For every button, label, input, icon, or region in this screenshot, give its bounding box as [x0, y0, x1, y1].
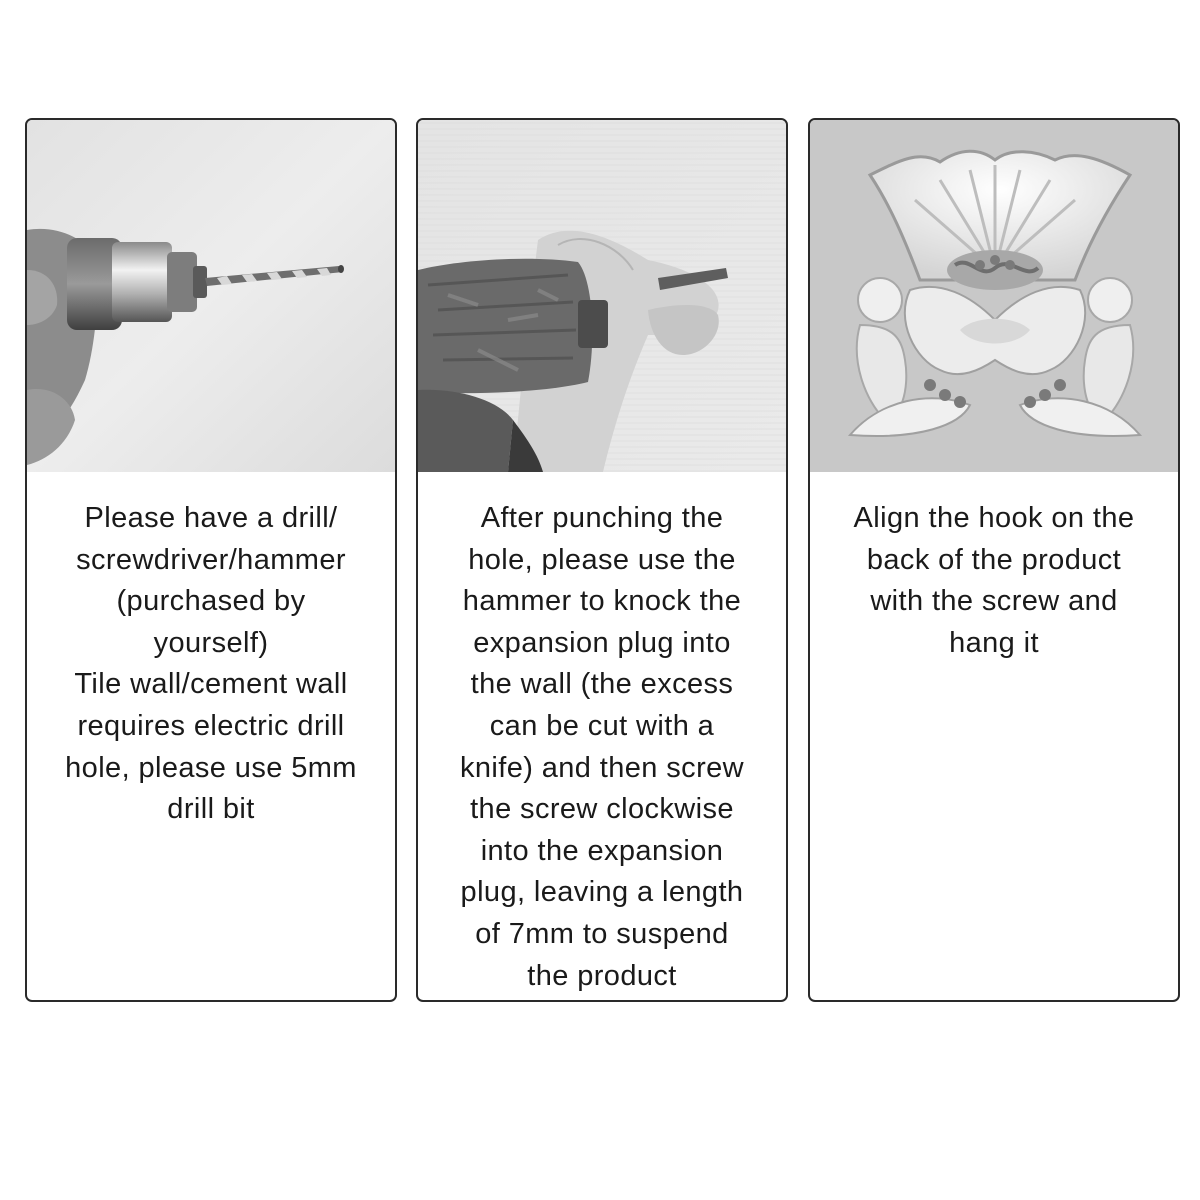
- caption-line: (purchased by: [116, 585, 306, 618]
- caption-line: expansion plug into: [473, 626, 731, 659]
- caption-line: hole, please use 5mm: [65, 751, 357, 784]
- caption-line: Tile wall/cement wall: [74, 668, 348, 701]
- hammer-step-caption: [426, 498, 778, 997]
- caption-line: hammer to knock the: [462, 585, 742, 618]
- caption-line: the product: [527, 959, 677, 992]
- caption-line: requires electric drill: [77, 709, 345, 742]
- hang-step-caption: [818, 498, 1170, 664]
- caption-line: knife) and then screw: [459, 751, 745, 784]
- caption-line: the screw clockwise: [470, 793, 734, 826]
- caption-line: plug, leaving a length: [460, 876, 744, 909]
- caption-line: hang it: [949, 626, 1039, 659]
- hammer-photo: [418, 120, 786, 472]
- step-card-hang: [808, 118, 1180, 1002]
- caption-line: hole, please use the: [468, 543, 736, 576]
- caption-line: of 7mm to suspend: [475, 917, 729, 950]
- drill-step-caption: [35, 498, 387, 831]
- caption-line: with the screw and: [870, 585, 1118, 618]
- caption-line: can be cut with a: [489, 709, 715, 742]
- step-card-drill: [25, 118, 397, 1002]
- caption-line: drill bit: [167, 793, 255, 826]
- caption-line: screwdriver/hammer: [76, 543, 346, 576]
- caption-line: into the expansion: [480, 834, 724, 867]
- caption-line: the wall (the excess: [470, 668, 734, 701]
- drill-photo: [27, 120, 395, 472]
- step-card-hammer: [416, 118, 788, 1002]
- product-photo: [810, 120, 1178, 472]
- caption-line: Align the hook on the: [853, 502, 1135, 534]
- caption-line: After punching the: [480, 502, 724, 534]
- caption-line: yourself): [153, 626, 269, 659]
- caption-line: Please have a drill/: [84, 502, 338, 534]
- caption-line: back of the product: [866, 543, 1122, 576]
